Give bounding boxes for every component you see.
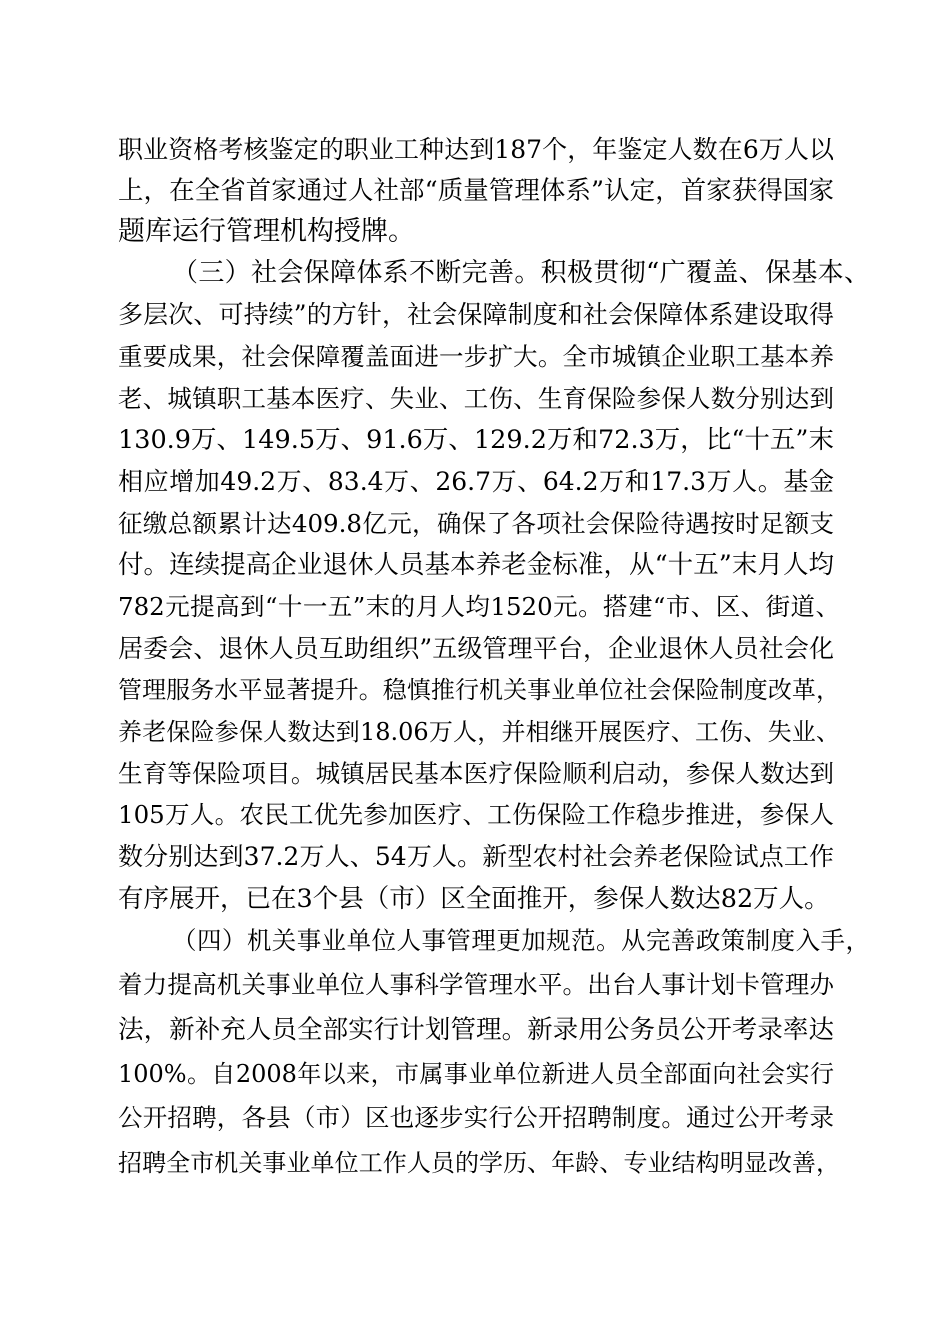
text-line: 付。连续提高企业退休人员基本养老金标准，从“十五”末月人均 [118, 550, 834, 580]
text-line: 招聘全市机关事业单位工作人员的学历、年龄、专业结构明显改善， [118, 1149, 840, 1177]
text-line: 多层次、可持续”的方针，社会保障制度和社会保障体系建设取得 [118, 300, 834, 329]
text-line: 100%。自2008年以来，市属事业单位新进人员全部面向社会实行 [118, 1060, 834, 1088]
text-line: 养老保险参保人数达到18.06万人，并相继开展医疗、工伤、失业、 [118, 718, 840, 746]
text-line: 法，新补充人员全部实行计划管理。新录用公务员公开考录率达 [118, 1015, 834, 1045]
text-line: 征缴总额累计达409.8亿元，确保了各项社会保险待遇按时足额支 [118, 509, 834, 538]
text-line: 居委会、退休人员互助组织”五级管理平台，企业退休人员社会化 [118, 634, 834, 663]
paragraph-heading-line: （四）机关事业单位人事管理更加规范。从完善政策制度入手， [172, 926, 870, 955]
text-line: 职业资格考核鉴定的职业工种达到187个，年鉴定人数在6万人以 [118, 135, 834, 164]
text-line: 数分别达到37.2万人、54万人。新型农村社会养老保险试点工作 [118, 842, 834, 871]
text-line: 着力提高机关事业单位人事科学管理水平。出台人事计划卡管理办 [118, 970, 834, 999]
text-line: 相应增加49.2万、83.4万、26.7万、64.2万和17.3万人。基金 [118, 467, 834, 496]
text-line: 上，在全省首家通过人社部“质量管理体系”认定，首家获得国家 [118, 176, 834, 206]
text-line: 130.9万、149.5万、91.6万、129.2万和72.3万，比“十五”末 [118, 425, 834, 455]
text-line: 重要成果，社会保障覆盖面进一步扩大。全市城镇企业职工基本养 [118, 342, 834, 371]
text-line: 生育等保险项目。城镇居民基本医疗保险顺利启动，参保人数达到 [118, 759, 834, 788]
text-line: 题库运行管理机构授牌。 [118, 216, 415, 247]
text-line: 老、城镇职工基本医疗、失业、工伤、生育保险参保人数分别达到 [118, 384, 834, 413]
text-line: 782元提高到“十一五”末的月人均1520元。搭建“市、区、街道、 [118, 592, 840, 621]
paragraph-heading-line: （三）社会保障体系不断完善。积极贯彻“广覆盖、保基本、 [172, 258, 870, 288]
text-line: 105万人。农民工优先参加医疗、工伤保险工作稳步推进，参保人 [118, 800, 834, 829]
text-line: 公开招聘，各县（市）区也逐步实行公开招聘制度。通过公开考录 [118, 1103, 834, 1132]
text-line: 管理服务水平显著提升。稳慎推行机关事业单位社会保险制度改革， [118, 676, 840, 704]
text-line: 有序展开，已在3个县（市）区全面推开，参保人数达82万人。 [118, 884, 830, 914]
